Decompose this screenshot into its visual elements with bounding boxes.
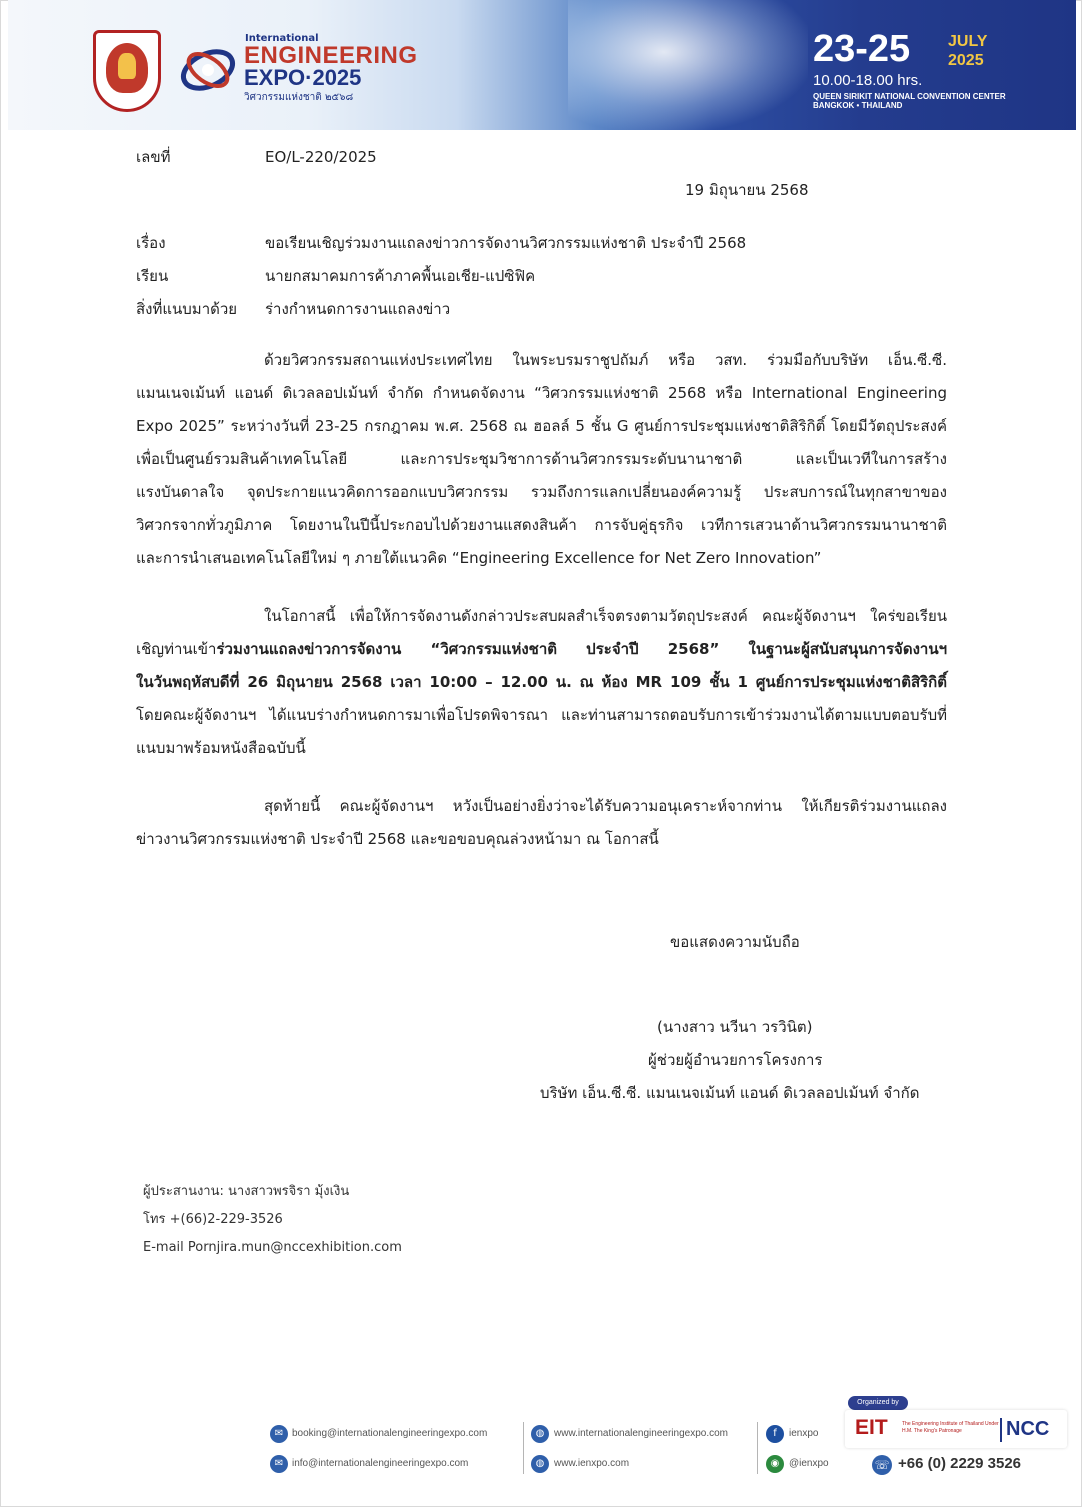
- paragraph-line: สุดท้ายนี้ คณะผู้จัดงานฯ หวังเป็นอย่างยิ่งว่าจะได้รับความอนุเคราะห์จากท่าน ให้เกียรติร่วมงานแถลง: [264, 797, 947, 815]
- closing: ขอแสดงความนับถือ: [670, 933, 800, 951]
- paragraph-line: Expo 2025” ระหว่างวันที่ 23-25 กรกฎาคม พ.ศ. 2568 ณ ฮอลล์ 5 ชั้น G ศูนย์การประชุมแห่งชาติสิริกิติ์ โดยมีวัตถุประสงค์: [136, 417, 947, 435]
- coordinator-phone: โทร +(66)2-229-3526: [143, 1212, 283, 1227]
- expo-year: 2025: [948, 52, 984, 69]
- paragraph-line: วิศวกรจากทั่วภูมิภาค โดยงานในปีนี้ประกอบไปด้วยงานแสดงสินค้า การจับคู่ธุรกิจ เวทีการเสวนาด้านวิศวกรรมนานาชาติ: [136, 516, 947, 534]
- globe-icon: ◍: [531, 1425, 549, 1443]
- logo-separator: [1000, 1418, 1002, 1442]
- ncc-logo: NCC: [1006, 1418, 1050, 1440]
- paragraph-line: [136, 666, 947, 699]
- signer-company: บริษัท เอ็น.ซี.ซี. แมนเนจเม้นท์ แอนด์ ดิเวลลอปเม้นท์ จำกัด: [540, 1084, 920, 1102]
- signer-title: ผู้ช่วยผู้อำนวยการโครงการ: [648, 1051, 823, 1069]
- footer-divider: [757, 1422, 758, 1474]
- line-app-icon: ◉: [766, 1455, 784, 1473]
- subject-label: เรื่อง: [136, 234, 166, 252]
- banner-illustration: [568, 0, 808, 130]
- footer-line-id[interactable]: @ienxpo: [789, 1458, 829, 1469]
- expo-date-range: 23-25: [813, 28, 911, 70]
- venue-line-1: QUEEN SIRIKIT NATIONAL CONVENTION CENTER: [813, 92, 1006, 101]
- attachment-label: สิ่งที่แนบมาด้วย: [136, 300, 238, 318]
- globe-icon: ◍: [531, 1455, 549, 1473]
- paragraph-line: ในโอกาสนี้ เพื่อให้การจัดงานดังกล่าวประสบผลสำเร็จตรงตามวัตถุประสงค์ คณะผู้จัดงานฯ ใคร่ขอเรียน: [264, 607, 947, 625]
- header-banner: [8, 0, 1076, 130]
- expo-hours: 10.00-18.00 hrs.: [813, 72, 923, 89]
- footer-divider: [523, 1422, 524, 1474]
- footer-email-info[interactable]: info@internationalengineeringexpo.com: [292, 1458, 469, 1469]
- attachment-value: ร่างกำหนดการงานแถลงข่าว: [265, 300, 451, 318]
- expo-swirl-icon: [178, 40, 238, 100]
- footer-email-booking[interactable]: booking@internationalengineeringexpo.com: [292, 1428, 488, 1439]
- eit-logo: EIT: [855, 1416, 888, 1439]
- expo-month: JULY: [948, 33, 988, 50]
- paragraph-line: แมนเนจเม้นท์ แอนด์ ดิเวลลอปเม้นท์ จำกัด กำหนดจัดงาน “วิศวกรรมแห่งชาติ 2568 หรือ International Engineering: [136, 384, 947, 402]
- paragraph-line: โดยคณะผู้จัดงานฯ ได้แนบร่างกำหนดการมาเพื่อโปรดพิจารณา และท่านสามารถตอบรับการเข้าร่วมงานได้ตามแบบตอบรับที่: [136, 706, 947, 724]
- email-icon: ✉: [270, 1425, 288, 1443]
- to-label: เรียน: [136, 267, 169, 285]
- invitation-text: เชิญท่านเข้า: [136, 640, 217, 658]
- logo-expo: EXPO·2025: [244, 65, 362, 90]
- invitation-event-bold: ร่วมงานแถลงข่าวการจัดงาน “วิศวกรรมแห่งชาติ ประจำปี 2568” ในฐานะผู้สนับสนุนการจัดงานฯ: [216, 640, 947, 658]
- invitation-datetime-bold: ในวันพฤหัสบดีที่ 26 มิถุนายน 2568 เวลา 10:00 – 12.00 น. ณ ห้อง MR 109 ชั้น 1 ศูนย์การประชุมแห่งชาติสิริกิติ์: [136, 673, 947, 691]
- paragraph-line: ด้วยวิศวกรรมสถานแห่งประเทศไทย ในพระบรมราชูปถัมภ์ หรือ วสท. ร่วมมือกับบริษัท เอ็น.ซี.ซี.: [264, 351, 947, 369]
- paragraph-line: ข่าวงานวิศวกรรมแห่งชาติ ประจำปี 2568 และขอขอบคุณล่วงหน้ามา ณ โอกาสนี้: [136, 830, 659, 848]
- subject-value: ขอเรียนเชิญร่วมงานแถลงข่าวการจัดงานวิศวกรรมแห่งชาติ ประจำปี 2568: [265, 234, 747, 252]
- paragraph-line: แรงบันดาลใจ จุดประกายแนวคิดการออกแบบวิศวกรรม รวมถึงการแลกเปลี่ยนองค์ความรู้ ประสบการณ์ในทุกสาขาของ: [136, 483, 947, 501]
- logo-international: International: [245, 33, 319, 44]
- eit-seal-logo: [93, 30, 161, 112]
- signer-name: (นางสาว นวีนา วรวินิต): [657, 1018, 813, 1036]
- paragraph-line: แนบมาพร้อมหนังสือฉบับนี้: [136, 739, 306, 757]
- paragraph-2: [136, 600, 947, 765]
- paragraph-line: [136, 633, 947, 666]
- venue-line-2: BANGKOK • THAILAND: [813, 101, 903, 110]
- logo-thai-caption: วิศวกรรมแห่งชาติ ๒๕๖๘: [244, 92, 354, 103]
- to-value: นายกสมาคมการค้าภาคพื้นเอเชีย-แปซิฟิค: [265, 267, 536, 285]
- letter-date: 19 มิถุนายน 2568: [685, 181, 809, 199]
- footer-website-main[interactable]: www.internationalengineeringexpo.com: [554, 1428, 728, 1439]
- coordinator: ผู้ประสานงาน: นางสาวพรจิรา มุ้งเงิน: [143, 1184, 350, 1199]
- paragraph-1: [136, 344, 947, 575]
- facebook-icon: f: [766, 1425, 784, 1443]
- coordinator-email: E-mail Pornjira.mun@nccexhibition.com: [143, 1240, 402, 1255]
- footer-phone[interactable]: +66 (0) 2229 3526: [898, 1455, 1022, 1472]
- paragraph-line: และการนำเสนอเทคโนโลยีใหม่ ๆ ภายใต้แนวคิด “Engineering Excellence for Net Zero Innovation”: [136, 549, 822, 567]
- paragraph-line: เพื่อเป็นศูนย์รวมสินค้าเทคโนโลยี และการประชุมวิชาการด้านวิศวกรรมระดับนานาชาติ และเป็นเวทีในการสร้าง: [136, 450, 947, 468]
- logo-engineering: ENGINEERING: [244, 42, 418, 69]
- footer-facebook[interactable]: ienxpo: [789, 1428, 819, 1439]
- footer-website-short[interactable]: www.ienxpo.com: [554, 1458, 630, 1469]
- eit-logo-subtitle: The Engineering Institute of Thailand Under H.M. The King's Patronage: [902, 1421, 999, 1434]
- phone-icon: ☏: [872, 1455, 892, 1475]
- organized-by-badge: Organized by: [848, 1396, 908, 1410]
- paragraph-3: [136, 790, 947, 856]
- expo-venue: [813, 92, 1033, 110]
- ref-label: เลขที่: [136, 148, 171, 166]
- ref-value: EO/L-220/2025: [265, 148, 377, 166]
- email-icon: ✉: [270, 1455, 288, 1473]
